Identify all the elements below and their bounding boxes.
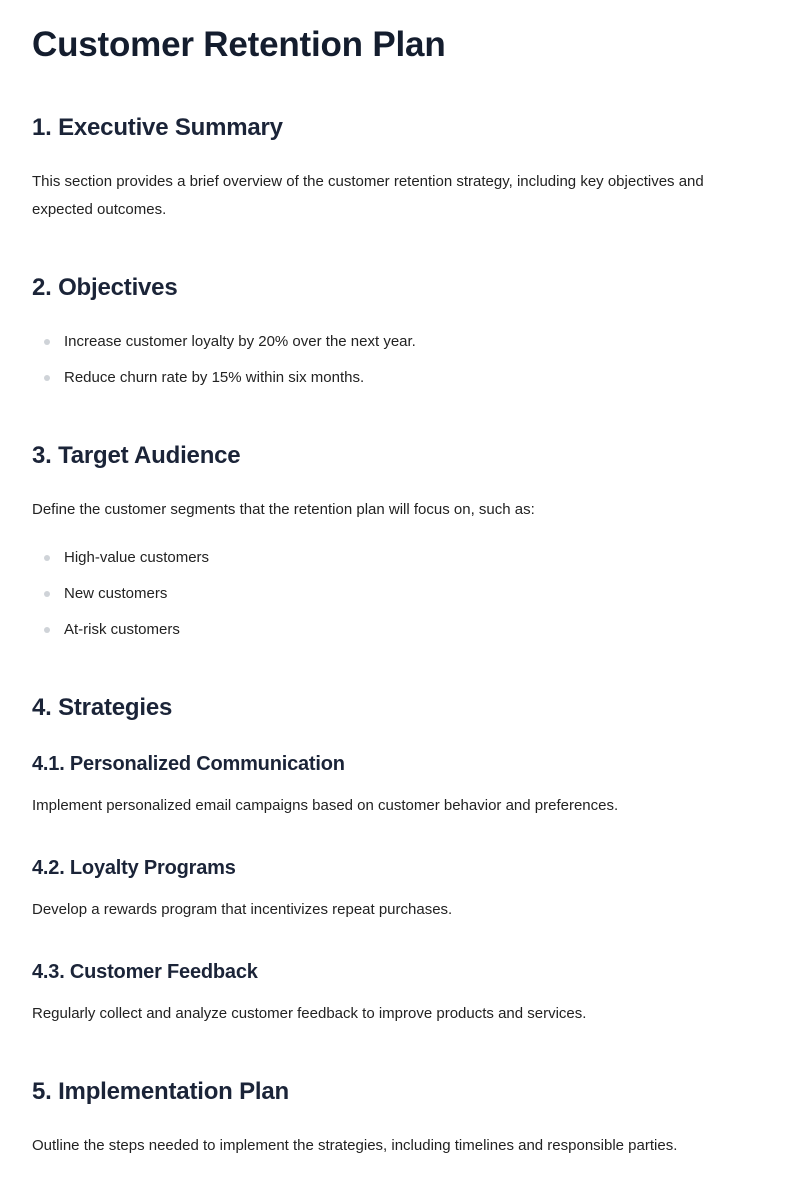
list-item-text: Reduce churn rate by 15% within six months. [64, 369, 365, 386]
implementation-plan-heading: 5. Implementation Plan [32, 1078, 289, 1105]
strategies-heading: 4. Strategies [32, 694, 173, 721]
implementation-plan-text: Outline the steps needed to implement the strategies, including timelines and responsible parties. [32, 1137, 678, 1154]
list-item-text: At-risk customers [64, 621, 180, 638]
bullet-icon [44, 591, 50, 597]
list-item-text: New customers [64, 585, 168, 602]
customer-feedback-text: Regularly collect and analyze customer feedback to improve products and services. [32, 1005, 587, 1022]
personalized-communication-text: Implement personalized email campaigns based on customer behavior and preferences. [32, 797, 619, 814]
objectives-list [32, 324, 416, 396]
list-item [32, 612, 209, 648]
bullet-icon [44, 339, 50, 345]
executive-summary-heading: 1. Executive Summary [32, 114, 283, 141]
objectives-heading: 2. Objectives [32, 274, 178, 301]
list-item [32, 324, 416, 360]
bullet-icon [44, 627, 50, 633]
list-item [32, 360, 416, 396]
target-audience-text: Define the customer segments that the retention plan will focus on, such as: [32, 501, 535, 518]
list-item-text: High-value customers [64, 549, 210, 566]
customer-feedback-heading: 4.3. Customer Feedback [32, 961, 258, 983]
list-item [32, 540, 209, 576]
loyalty-programs-heading: 4.2. Loyalty Programs [32, 857, 236, 879]
audience-list [32, 540, 209, 648]
loyalty-programs-text: Develop a rewards program that incentivizes repeat purchases. [32, 901, 453, 918]
bullet-icon [44, 375, 50, 381]
bullet-icon [44, 555, 50, 561]
executive-summary-text: This section provides a brief overview of the customer retention strategy, including key objectives and expected outcomes. [32, 173, 704, 218]
personalized-communication-heading: 4.1. Personalized Communication [32, 753, 345, 775]
list-item-text: Increase customer loyalty by 20% over the next year. [64, 333, 416, 350]
page-title: Customer Retention Plan [32, 25, 446, 64]
target-audience-heading: 3. Target Audience [32, 442, 241, 469]
list-item [32, 576, 209, 612]
